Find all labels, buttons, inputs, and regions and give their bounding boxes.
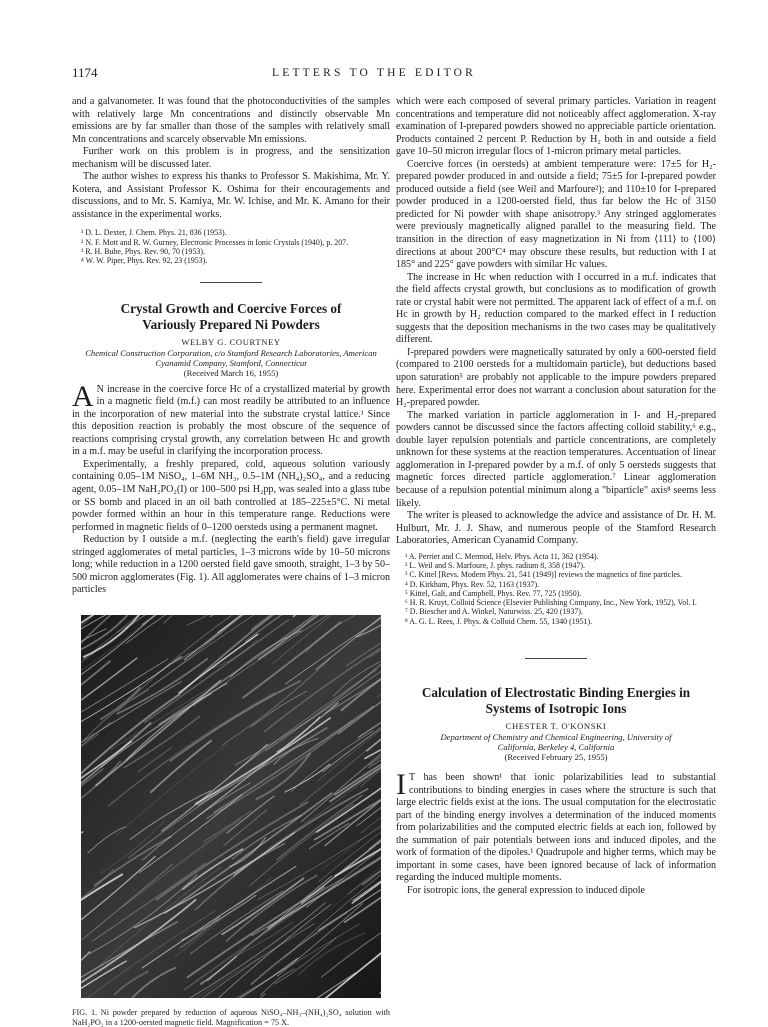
figure-caption: FIG. 1. Ni powder prepared by reduction of aqueous NiSO₄–NH₃–(NH₄)₂SO₄ solution with NaH₂PO₂ in a 1200-oersted magnetic field. Magnification = 75 X. — [72, 1007, 390, 1027]
reference-item: ³ R. H. Bube, Phys. Rev. 90, 70 (1953). — [81, 247, 205, 257]
reference-item: ⁸ A. G. L. Rees, J. Phys. & Colloid Chem. 55, 1340 (1951). — [405, 616, 593, 626]
reference-item: ² N. F. Mott and R. W. Gurney, Electronic Processes in Ionic Crystals (1940), p. 207. — [81, 237, 349, 247]
author-name: CHESTER T. O'KONSKI — [505, 721, 607, 732]
received-date: (Received March 16, 1955) — [183, 367, 279, 378]
article-title: Calculation of Electrostatic Binding Energies in Systems of Isotropic Ions — [421, 685, 691, 717]
paragraph: The increase in Hc when reduction with I occurred in a m.f. indicates that the field affects crystal growth, but conclusions as to modification of growth rate or crystal habit were not permitted. The apparent lack of effect of a m.f. on Hc in growth by H₂ reduction compared to the marked effect in I reduction suggests that the deposition mechanisms in the two cases may be qualitatively different. — [396, 271, 716, 346]
left-column — [72, 96, 390, 1027]
reference-item: ¹ D. L. Dexter, J. Chem. Phys. 21, 836 (1953). — [81, 228, 227, 238]
references-list — [396, 552, 716, 626]
micrograph-image — [81, 615, 381, 998]
references-list — [72, 228, 390, 265]
author-affiliation: Department of Chemistry and Chemical Engineering, University of California, Berkeley 4, California — [440, 732, 672, 753]
paragraph: The marked variation in particle agglomeration in I- and H₂-prepared powders cannot be discussed since the factors affecting colloid stability,⁶ e.g., double layer repulsion potentials and particle concentrations, are completely unknown for these systems at the reaction temperatures. Accentuation of linear agglomeration in I-prepared powder by a m.f. of only 5 oersteds suggests that magnetic forces directed particle agglomeration.⁷ Linear agglomeration because of a repulsion potential minimum along a "biparticle" axis⁸ seems less likely. — [396, 409, 716, 509]
drop-cap: A — [72, 379, 94, 413]
reference-item: ² L. Weil and S. Marfoure, J. phys. radium 8, 358 (1947). — [405, 560, 585, 570]
author-affiliation: Chemical Construction Corporation, c/o Stamford Research Laboratories, American Cyanamid Company, Stamford, Connecticut — [85, 347, 377, 368]
author-name: WELBY G. COURTNEY — [181, 336, 281, 347]
paragraph — [396, 768, 716, 885]
paragraph: Experimentally, a freshly prepared, cold, aqueous solution variously containing 0.05–1M NiSO₄, 1–6M NH₃, 0.5–1M (NH₄)₂SO₄, and a reducing agent, 0.05–1M NaH₂PO₂(I) or 100–500 psi H₂pp, was sealed into a glass tube or SS bomb and placed in an oil bath controlled at 185–225±5°C. Ni metal powder formed within an hour in this temperature range. Reductions were performed in magnetic fields of 0–1200 oersteds using a permanent magnet. — [72, 458, 390, 533]
paragraph: Coercive forces (in oersteds) at ambient temperature were: 17±5 for H₂-prepared powder produced in and outside a field; 75±5 for I-prepared powder produced outside a field (see Weil and Marfoure²); and 110±10 for I-prepared powder produced in a 1200-oersted field, thus far below the Hc of 3150 predicted for Ni powder with shape anisotropy.³ Any stringed agglomerates were previously magnetically aligned parallel to the measuring field. The transition in the direction of easy magnetization in Ni from ⟨111⟩ to ⟨100⟩ directions at about 200°C⁴ may obscure these results, but reduction with I at 185° and 225° gave powders with similar Hc values. — [396, 158, 716, 271]
page-number: 1174 — [72, 65, 98, 80]
paragraph-text: T has been shown¹ that ionic polarizabilities lead to substantial contributions to binding energies in cases where the structure is such that large electric fields exist at the ions. The usual computation for the electrostatic part of the binding energy involves a determination of the induced moments from polarizabilities and the computed electric fields at each ion, followed by the summation of pair potentials between ions and induced dipoles, and the work of formation of the dipoles.¹ Quadrupole and higher terms, which may be important in some cases, have been ignored because of lack of information regarding the induced multiple moments. — [396, 772, 716, 884]
reference-item: ⁴ D. Kirkham, Phys. Rev. 52, 1163 (1937). — [405, 579, 540, 589]
paragraph: The author wishes to express his thanks to Professor S. Makishima, Mr. Y. Kotera, and Assistant Professor K. Oshima for their encouragements and discussions, and to Mr. S. Kamiya, Mr. W. Ichise, and Mr. K. Amano for their assistance in the experimental works. — [72, 171, 390, 220]
reference-item: ¹ A. Perrier and C. Mermod, Helv. Phys. Acta 11, 362 (1954). — [405, 551, 599, 561]
reference-item: ⁷ D. Biescher and A. Winkel, Naturwiss. 25, 420 (1937). — [405, 607, 583, 617]
reference-item: ³ C. Kittel [Revs. Modern Phys. 21, 541 (1949)] reviews the magnetics of fine particles. — [405, 570, 682, 580]
reference-item: ⁶ H. R. Kruyt, Colloid Science (Elsevier Publishing Company, Inc., New York, 1952), Vol. I. — [405, 598, 697, 608]
figure-micrograph — [81, 615, 381, 998]
paragraph: and a galvanometer. It was found that the photoconductivities of the samples with relatively large Mn concentrations and distinctly observable Mn emissions are by far smaller than those of the samples with relatively small Mn concentrations and scarcely observable Mn emissions. — [72, 96, 390, 145]
article-title: Crystal Growth and Coercive Forces of Variously Prepared Ni Powders — [120, 300, 342, 332]
paragraph: The writer is pleased to acknowledge the advice and assistance of Dr. H. M. Hulburt, Mr. J. J. Shaw, and numerous people of the Stamford Research Laboratories, American Cyanamid Company. — [396, 510, 716, 547]
drop-cap: I — [396, 768, 406, 802]
paragraph: For isotropic ions, the general expression to induced dipole — [407, 884, 646, 896]
paragraph: I-prepared powders were magnetically saturated by only a 600-oersted field (compared to 2100 oersteds for a multidomain particle), but deductions based upon saturation⁵ are probably not applicable to the impure powders prepared here. Experimental error does not warrant a conclusion about saturation for the H₂-prepared powder. — [396, 346, 716, 409]
running-head: LETTERS TO THE EDITOR — [272, 67, 477, 79]
section-divider — [200, 282, 262, 283]
paragraph: which were each composed of several primary particles. Variation in reagent concentrations and temperature did not noticeably affect agglomeration. X-ray examination of I-prepared powders showed no appreciable particle orientation. Products contained 2 percent P. Reduction by H₂ both in and outside a field gave 10–50 micron irregular flocs of 1-micron primary metal particles. — [396, 96, 716, 158]
right-column — [396, 96, 716, 898]
paragraph — [72, 379, 390, 459]
paragraph-text: N increase in the coercive force Hc of a crystallized material by growth in a magnetic field (m.f.) can most readily be attributed to an influence in the incorporation of new material into the substrate crystal lattice.¹ Since this deposition reaction is probably the most obscure of the sequence of reactions comprising crystal growth, any correlation between Hc and growth in a m.f. may be useful in clarifying the incorporation process. — [72, 383, 390, 458]
paragraph: Reduction by I outside a m.f. (neglecting the earth's field) gave irregular stringed agglomerates of metal particles, 1–3 microns wide by 10–50 microns long; while reduction in a 1200 oersted field gave smooth, straight, 1–3 by 50–500 micron agglomerates (Fig. 1). All agglomerates were chains of 1–3 micron particles — [72, 534, 390, 596]
paragraph: Further work on this problem is in progress, and the sensitization mechanism will be discussed later. — [72, 146, 390, 170]
received-date: (Received February 25, 1955) — [504, 752, 608, 763]
reference-item: ⁴ W. W. Piper, Phys. Rev. 92, 23 (1953). — [81, 256, 208, 266]
section-divider — [525, 658, 587, 659]
reference-item: ⁵ Kittel, Galt, and Campbell, Phys. Rev. 77, 725 (1950). — [405, 588, 582, 598]
